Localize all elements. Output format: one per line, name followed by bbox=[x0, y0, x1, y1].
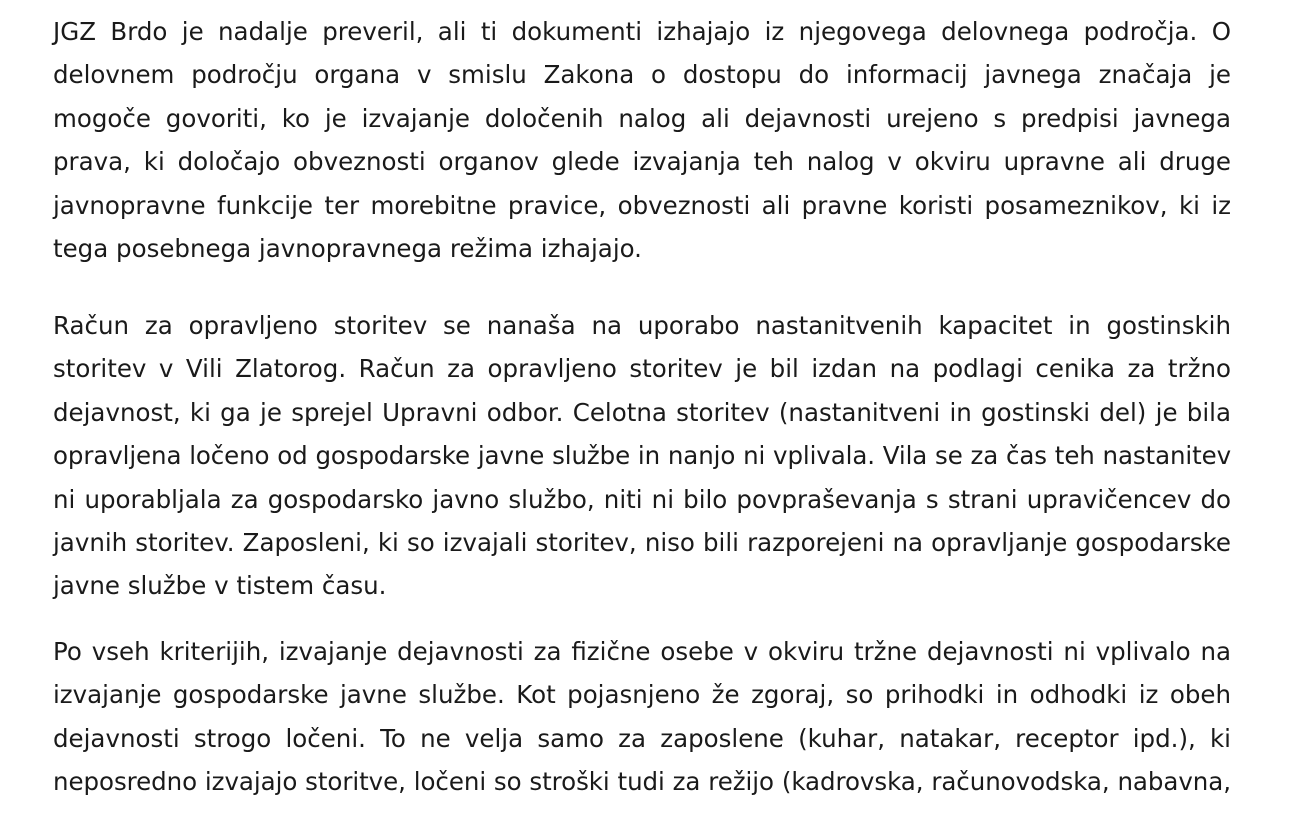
text-line: dejavnost, ki ga je sprejel Upravni odbor. Celotna storitev (nastanitveni in gostinski del) je bila bbox=[53, 397, 1231, 427]
text-line: javnih storitev. Zaposleni, ki so izvajali storitev, niso bili razporejeni na opravljanje gospodarske bbox=[53, 528, 1231, 558]
paragraph-1 bbox=[53, 10, 1231, 270]
text-line: ni uporabljala za gospodarsko javno službo, niti ni bilo povpraševanja s strani upravičencev do bbox=[53, 484, 1231, 514]
text-line: delovnem področju organa v smislu Zakona o dostopu do informacij javnega značaja je bbox=[53, 60, 1231, 90]
text-line: opravljena ločeno od gospodarske javne službe in nanjo ni vplivala. Vila se za čas teh nastanitev bbox=[53, 441, 1231, 471]
paragraph-3 bbox=[53, 630, 1231, 804]
text-line: JGZ Brdo je nadalje preveril, ali ti dokumenti izhajajo iz njegovega delovnega področja. O bbox=[53, 17, 1231, 46]
text-line: javne službe v tistem času. bbox=[53, 571, 387, 601]
text-line: javnopravne funkcije ter morebitne pravice, obveznosti ali pravne koristi posameznikov, ki iz bbox=[53, 190, 1231, 220]
text-line: dejavnosti strogo ločeni. To ne velja samo za zaposlene (kuhar, natakar, receptor ipd.), ki bbox=[53, 723, 1231, 753]
paragraph-2 bbox=[53, 304, 1231, 608]
text-line: storitev v Vili Zlatorog. Račun za opravljeno storitev je bil izdan na podlagi cenika za tržno bbox=[53, 354, 1231, 384]
text-line: izvajanje gospodarske javne službe. Kot pojasnjeno že zgoraj, so prihodki in odhodki iz obeh bbox=[53, 680, 1231, 710]
text-line: tega posebnega javnopravnega režima izhajajo. bbox=[53, 234, 642, 264]
text-line: Po vseh kriterijih, izvajanje dejavnosti za fizične osebe v okviru tržne dejavnosti ni vplivalo na bbox=[53, 637, 1231, 666]
text-line: mogoče govoriti, ko je izvajanje določenih nalog ali dejavnosti urejeno s predpisi javnega bbox=[53, 103, 1231, 133]
text-line: prava, ki določajo obveznosti organov glede izvajanja teh nalog v okviru upravne ali druge bbox=[53, 147, 1231, 177]
text-line: neposredno izvajajo storitve, ločeni so stroški tudi za režijo (kadrovska, računovodska, nabavna, bbox=[53, 767, 1231, 797]
text-line: Račun za opravljeno storitev se nanaša na uporabo nastanitvenih kapacitet in gostinskih bbox=[53, 311, 1231, 340]
